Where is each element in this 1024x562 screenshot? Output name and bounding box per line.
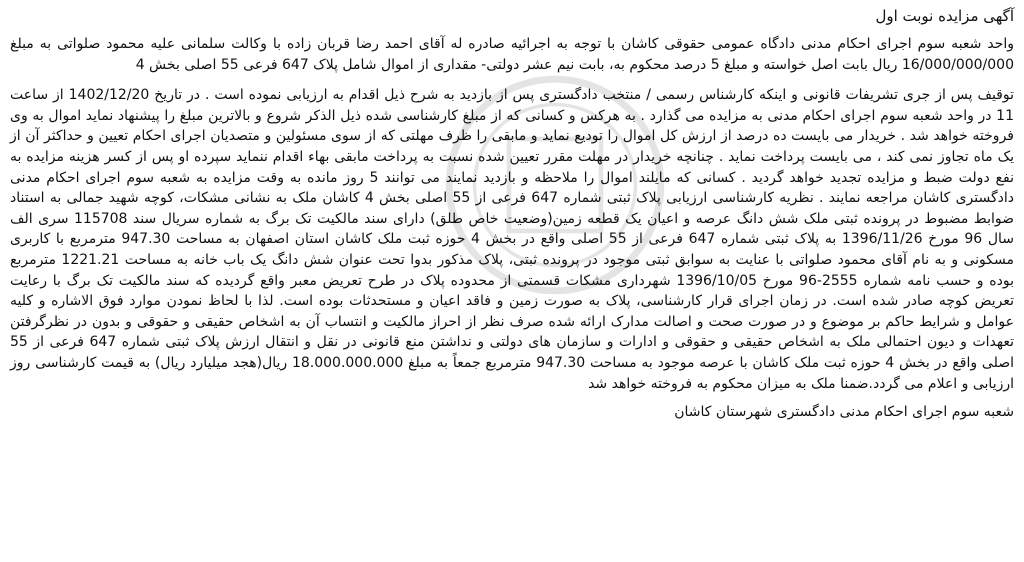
notice-title: آگهی مزایده نوبت اول: [875, 7, 1014, 25]
notice-signature: شعبه سوم اجرای احکام مدنی دادگستری شهرستان کاشان: [674, 404, 1014, 421]
notice-body-paragraph: توقیف پس از جری تشریفات قانونی و اینکه کارشناس رسمی / منتخب دادگستری پس از بازدید به شرح ذیل اقدام به ارزیابی نموده است . در تاریخ 1402/12/20 از ساعت 11 در واحد شعبه سوم اجرای احکام مدنی به مزایده می گذارد . به هرکس و کسانی که از مبلغ کارشناسی شده ذیل الذکر شروع و بالاترین مبلغ را پیشنهاد نماید اموال به وی فروخته خواهد شد . خریدار می بایست ده درصد از ارزش کل اموال را تودیع نماید و مابقی را ظرف مهلتی که از سوی مسئولین و متصدیان اجرای احکام تعیین و حداکثر آن از یک ماه تجاوز نمی کند ، می بایست پرداخت نماید . چنانچه خریدار در مهلت مقرر تعیین شده نسبت به پرداخت مابقی بهاء اقدام ننماید سپرده او پس از کسر هزینه مزایده به نفع دولت ضبط و مزایده تجدید خواهد گردید . کسانی که مایلند اموال را ملاحظه و بازدید نمایند می توانند 5 روز مانده به وقت مزایده به شعبه سوم اجرای احکام مدنی دادگستری کاشان مراجعه نمایند . نظریه کارشناسی ارزیابی پلاک ثبتی شماره 647 فرعی از 55 اصلی بخش 4 کاشان ملک به نشانی مشکات، کوچه شهید جمالی به استناد ضوابط مضبوط در پرونده ثبتی ملک شش دانگ عرصه و اعیان یک قطعه زمین(وضعیت خاص طلق) دارای سند مالکیت تک برگ به شماره سریال سند 115708 سری الف سال 96 مورخ 1396/11/26 به پلاک ثبتی شماره 647 فرعی از 55 اصلی واقع در بخش 4 حوزه ثبت ملک کاشان استان اصفهان به مساحت 947.30 مترمربع با کاربری مسکونی و به نام آقای محمود صلواتی با عنایت به سوابق ثبتی موجود در پرونده ثبتی، پلاک مذکور بدوا تحت عنوان شش دانگ یک باب خانه به مساحت 1221.21 مترمربع بوده و حسب نامه شماره 2555-96 مورخ 1396/10/05 شهرداری مشکات قسمتی از محدوده پلاک در طرح تعریض معبر واقع گردیده که سند مالکیت تک برگ با رعایت تعریض کوچه صادر شده است. در زمان اجرای قرار کارشناسی، پلاک به صورت زمین و فاقد اعیان و مستحدثات بوده است. لذا با لحاظ نمودن موارد فوق الاشاره و کلیه عوامل و شرایط حاکم بر موضوع و در صورت صحت و اصالت مدارک ارائه شده صرف نظر از احراز مالکیت و انتساب آن به اشخاص حقیقی و حقوقی و بدون در نظرگرفتن تعهدات و دیون احتمالی ملک به اشخاص حقیقی و حقوقی و ادارات و سازمان های دولتی و نداشتن منع قانونی در نقل و انتقال ارزش پلاک ثبتی شماره 647 فرعی از 55 اصلی واقع در بخش 4 حوزه ثبت ملک کاشان با عرصه موجود به مساحت 947.30 مترمربع جمعاً به مبلغ 18.000.000.000 ریال(هجد میلیارد ریال) به قیمت کارشناسی روز ارزیابی و اعلام می گردد.ضمنا ملک به میزان محکوم به فروخته خواهد شد: [10, 87, 1014, 392]
notice-intro-paragraph: واحد شعبه سوم اجرای احکام مدنی دادگاه عمومی حقوقی کاشان با توجه به اجرائیه صادره له آقای احمد رضا قربان زاده با وکالت سلمانی علیه محمود صلواتی به مبلغ 16/000/000/000 ریال بابت اصل خواسته و مبلغ 5 درصد محکوم به، بابت نیم عشر دولتی- مقداری از اموال شامل پلاک 647 فرعی 55 اصلی بخش 4: [10, 36, 1014, 73]
